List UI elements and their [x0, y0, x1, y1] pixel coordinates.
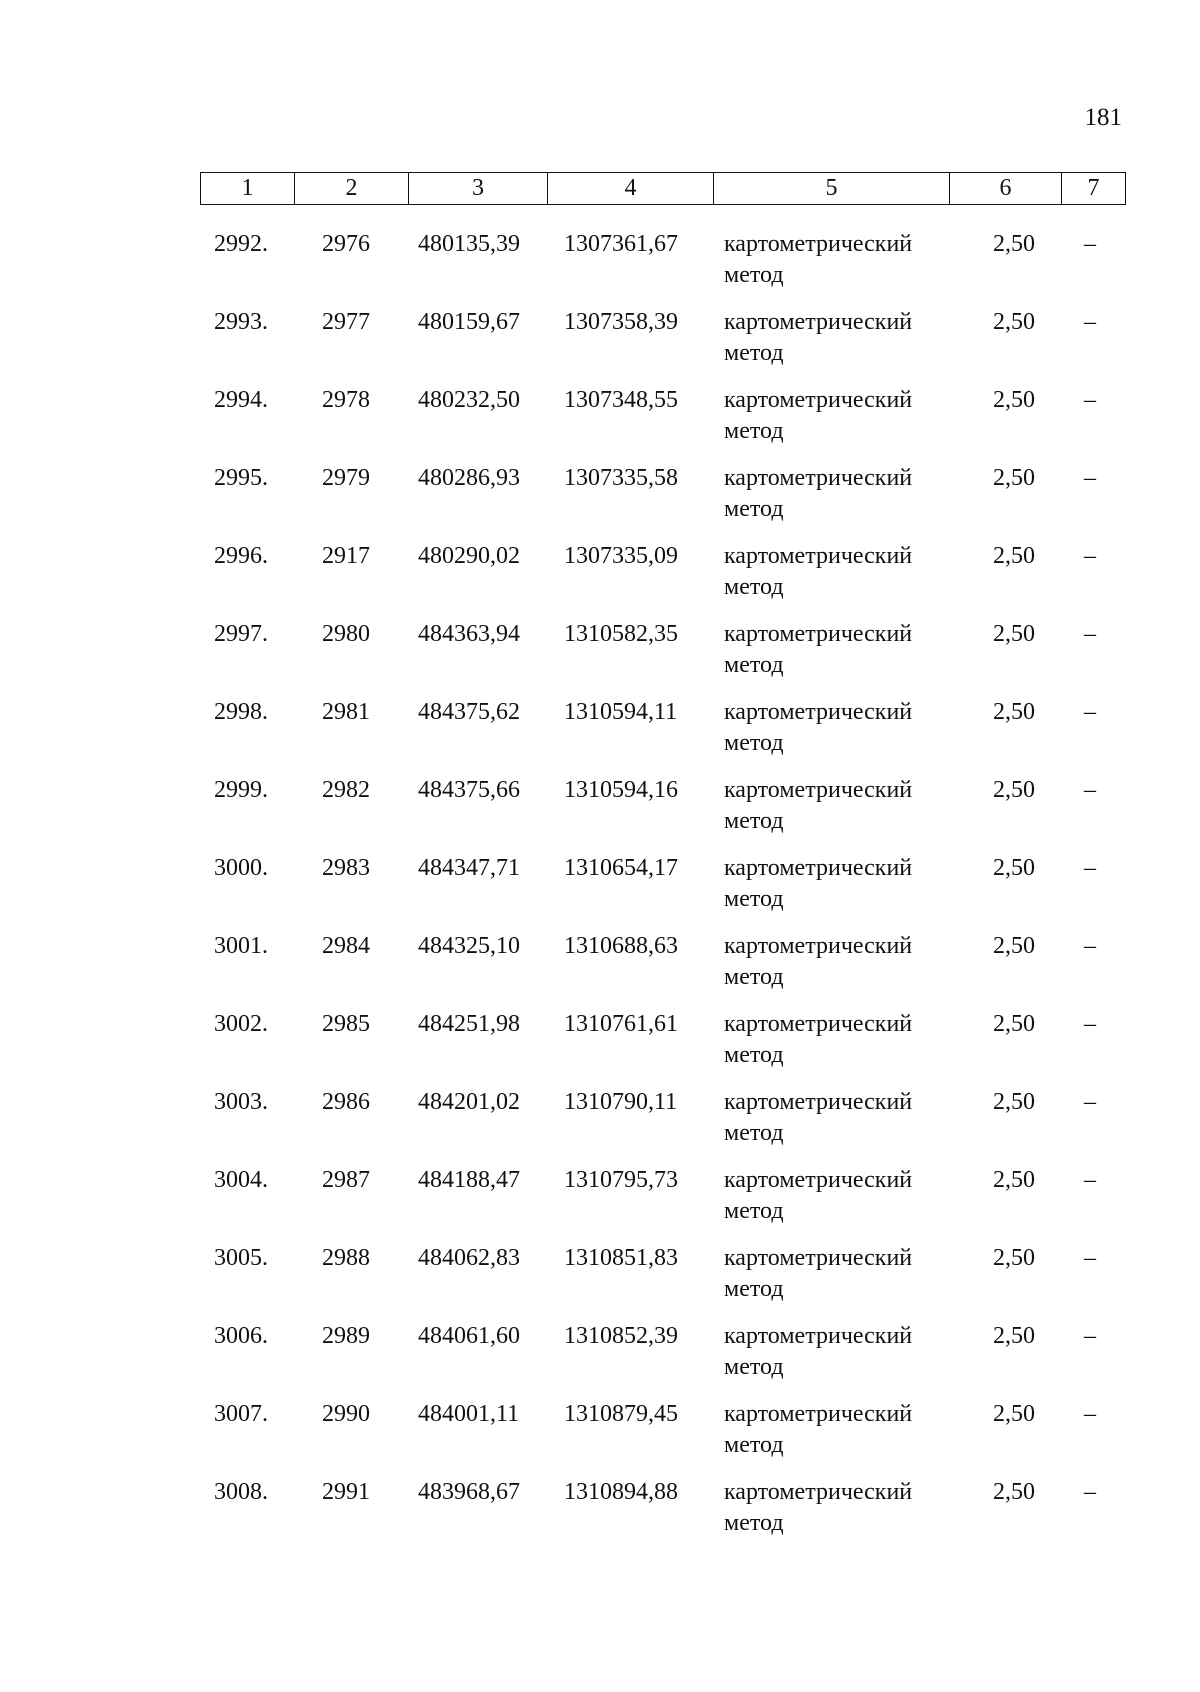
header-col-4: 4 — [548, 173, 714, 205]
point-number: 2980 — [322, 621, 370, 647]
method — [724, 541, 912, 603]
row-number: 2993. — [214, 309, 268, 335]
point-number: 2991 — [322, 1479, 370, 1505]
accuracy: 2,50 — [993, 1011, 1035, 1037]
accuracy: 2,50 — [993, 1167, 1035, 1193]
method-line-2: метод — [724, 1042, 784, 1068]
method — [724, 1009, 912, 1071]
method — [724, 853, 912, 915]
point-number: 2977 — [322, 309, 370, 335]
method-line-2: метод — [724, 1120, 784, 1146]
accuracy: 2,50 — [993, 699, 1035, 725]
point-number: 2990 — [322, 1401, 370, 1427]
table-row — [200, 691, 1125, 769]
table-row — [200, 1003, 1125, 1081]
coord-y: 1307335,58 — [564, 465, 678, 491]
method-line-2: метод — [724, 964, 784, 990]
coord-y: 1307348,55 — [564, 387, 678, 413]
accuracy: 2,50 — [993, 1401, 1035, 1427]
point-number: 2989 — [322, 1323, 370, 1349]
row-number: 2999. — [214, 777, 268, 803]
method-line-1: картометрический — [724, 777, 913, 803]
method — [724, 1399, 912, 1461]
accuracy: 2,50 — [993, 543, 1035, 569]
row-number: 2995. — [214, 465, 268, 491]
coord-x: 484201,02 — [418, 1089, 520, 1115]
coord-x: 484347,71 — [418, 855, 520, 881]
accuracy: 2,50 — [993, 621, 1035, 647]
header-col-5: 5 — [714, 173, 950, 205]
method-line-1: картометрический — [724, 465, 913, 491]
coord-y: 1310851,83 — [564, 1245, 678, 1271]
accuracy: 2,50 — [993, 465, 1035, 491]
point-number: 2987 — [322, 1167, 370, 1193]
method — [724, 697, 912, 759]
note: – — [1084, 933, 1096, 959]
method-line-1: картометрический — [724, 231, 913, 257]
table-row — [200, 535, 1125, 613]
row-number: 3006. — [214, 1323, 268, 1349]
coord-x: 480286,93 — [418, 465, 520, 491]
note: – — [1084, 1479, 1096, 1505]
row-number: 3003. — [214, 1089, 268, 1115]
accuracy: 2,50 — [993, 1323, 1035, 1349]
header-col-6: 6 — [950, 173, 1062, 205]
point-number: 2917 — [322, 543, 370, 569]
table-row — [200, 769, 1125, 847]
table-row — [200, 925, 1125, 1003]
coord-y: 1307361,67 — [564, 231, 678, 257]
method-line-1: картометрический — [724, 543, 913, 569]
note: – — [1084, 1323, 1096, 1349]
point-number: 2988 — [322, 1245, 370, 1271]
coord-y: 1310790,11 — [564, 1089, 678, 1115]
table-header — [200, 172, 1126, 205]
row-number: 3000. — [214, 855, 268, 881]
method-line-2: метод — [724, 1276, 784, 1302]
row-number: 3007. — [214, 1401, 268, 1427]
method-line-2: метод — [724, 1198, 784, 1224]
point-number: 2978 — [322, 387, 370, 413]
row-number: 2997. — [214, 621, 268, 647]
method-line-1: картометрический — [724, 1245, 913, 1271]
note: – — [1084, 1167, 1096, 1193]
accuracy: 2,50 — [993, 231, 1035, 257]
method-line-2: метод — [724, 418, 784, 444]
method-line-2: метод — [724, 262, 784, 288]
row-number: 3001. — [214, 933, 268, 959]
coord-x: 484061,60 — [418, 1323, 520, 1349]
accuracy: 2,50 — [993, 1089, 1035, 1115]
method — [724, 1321, 912, 1383]
method-line-2: метод — [724, 496, 784, 522]
accuracy: 2,50 — [993, 933, 1035, 959]
note: – — [1084, 465, 1096, 491]
table-row — [200, 301, 1125, 379]
method-line-1: картометрический — [724, 309, 913, 335]
method — [724, 1243, 912, 1305]
table-row — [200, 613, 1125, 691]
coord-x: 484363,94 — [418, 621, 520, 647]
coord-x: 484325,10 — [418, 933, 520, 959]
method — [724, 619, 912, 681]
note: – — [1084, 387, 1096, 413]
table-row — [200, 379, 1125, 457]
table-row — [200, 1159, 1125, 1237]
row-number: 3004. — [214, 1167, 268, 1193]
method — [724, 1087, 912, 1149]
note: – — [1084, 1401, 1096, 1427]
method — [724, 385, 912, 447]
point-number: 2984 — [322, 933, 370, 959]
method-line-1: картометрический — [724, 855, 913, 881]
point-number: 2976 — [322, 231, 370, 257]
coord-x: 480135,39 — [418, 231, 520, 257]
row-number: 3005. — [214, 1245, 268, 1271]
method-line-1: картометрический — [724, 1479, 913, 1505]
header-col-2: 2 — [295, 173, 409, 205]
table-row — [200, 1315, 1125, 1393]
coord-y: 1310795,73 — [564, 1167, 678, 1193]
method-line-2: метод — [724, 1510, 784, 1536]
table-body — [200, 223, 1125, 1549]
accuracy: 2,50 — [993, 1479, 1035, 1505]
note: – — [1084, 1245, 1096, 1271]
row-number: 2998. — [214, 699, 268, 725]
accuracy: 2,50 — [993, 1245, 1035, 1271]
table-row — [200, 1393, 1125, 1471]
method-line-2: метод — [724, 574, 784, 600]
header-col-3: 3 — [409, 173, 548, 205]
row-number: 2996. — [214, 543, 268, 569]
coord-y: 1310761,61 — [564, 1011, 678, 1037]
header-col-1: 1 — [201, 173, 295, 205]
table-row — [200, 223, 1125, 301]
point-number: 2983 — [322, 855, 370, 881]
method-line-1: картометрический — [724, 1167, 913, 1193]
accuracy: 2,50 — [993, 855, 1035, 881]
method — [724, 463, 912, 525]
note: – — [1084, 1011, 1096, 1037]
method-line-1: картометрический — [724, 1401, 913, 1427]
point-number: 2979 — [322, 465, 370, 491]
method — [724, 775, 912, 837]
row-number: 3002. — [214, 1011, 268, 1037]
header-row — [201, 173, 1126, 205]
method — [724, 229, 912, 291]
coord-x: 484062,83 — [418, 1245, 520, 1271]
row-number: 2992. — [214, 231, 268, 257]
method-line-2: метод — [724, 1354, 784, 1380]
coord-y: 1310594,16 — [564, 777, 678, 803]
note: – — [1084, 309, 1096, 335]
coord-x: 484001,11 — [418, 1401, 520, 1427]
method-line-1: картометрический — [724, 1089, 913, 1115]
row-number: 2994. — [214, 387, 268, 413]
table-row — [200, 1471, 1125, 1549]
note: – — [1084, 699, 1096, 725]
method-line-1: картометрический — [724, 1011, 913, 1037]
coord-y: 1310894,88 — [564, 1479, 678, 1505]
accuracy: 2,50 — [993, 777, 1035, 803]
note: – — [1084, 231, 1096, 257]
method-line-2: метод — [724, 730, 784, 756]
point-number: 2981 — [322, 699, 370, 725]
method — [724, 931, 912, 993]
table-row — [200, 1081, 1125, 1159]
coord-y: 1310582,35 — [564, 621, 678, 647]
coord-x: 480159,67 — [418, 309, 520, 335]
coord-x: 484251,98 — [418, 1011, 520, 1037]
method — [724, 1165, 912, 1227]
note: – — [1084, 1089, 1096, 1115]
coord-y: 1307358,39 — [564, 309, 678, 335]
point-number: 2985 — [322, 1011, 370, 1037]
coord-y: 1310594,11 — [564, 699, 678, 725]
method — [724, 1477, 912, 1539]
coord-x: 483968,67 — [418, 1479, 520, 1505]
method-line-1: картометрический — [724, 387, 913, 413]
note: – — [1084, 855, 1096, 881]
coord-x: 484375,66 — [418, 777, 520, 803]
method-line-1: картометрический — [724, 699, 913, 725]
point-number: 2982 — [322, 777, 370, 803]
method — [724, 307, 912, 369]
accuracy: 2,50 — [993, 387, 1035, 413]
coord-x: 480232,50 — [418, 387, 520, 413]
note: – — [1084, 543, 1096, 569]
method-line-1: картометрический — [724, 933, 913, 959]
coord-y: 1307335,09 — [564, 543, 678, 569]
coord-y: 1310654,17 — [564, 855, 678, 881]
note: – — [1084, 621, 1096, 647]
note: – — [1084, 777, 1096, 803]
method-line-1: картометрический — [724, 621, 913, 647]
coord-x: 484375,62 — [418, 699, 520, 725]
header-col-7: 7 — [1062, 173, 1126, 205]
method-line-2: метод — [724, 652, 784, 678]
coord-y: 1310688,63 — [564, 933, 678, 959]
table-row — [200, 457, 1125, 535]
accuracy: 2,50 — [993, 309, 1035, 335]
method-line-2: метод — [724, 1432, 784, 1458]
table-row — [200, 847, 1125, 925]
page-number: 181 — [1084, 104, 1122, 131]
coord-y: 1310879,45 — [564, 1401, 678, 1427]
method-line-1: картометрический — [724, 1323, 913, 1349]
point-number: 2986 — [322, 1089, 370, 1115]
coord-x: 484188,47 — [418, 1167, 520, 1193]
coord-x: 480290,02 — [418, 543, 520, 569]
method-line-2: метод — [724, 808, 784, 834]
row-number: 3008. — [214, 1479, 268, 1505]
method-line-2: метод — [724, 340, 784, 366]
method-line-2: метод — [724, 886, 784, 912]
table-row — [200, 1237, 1125, 1315]
coord-y: 1310852,39 — [564, 1323, 678, 1349]
